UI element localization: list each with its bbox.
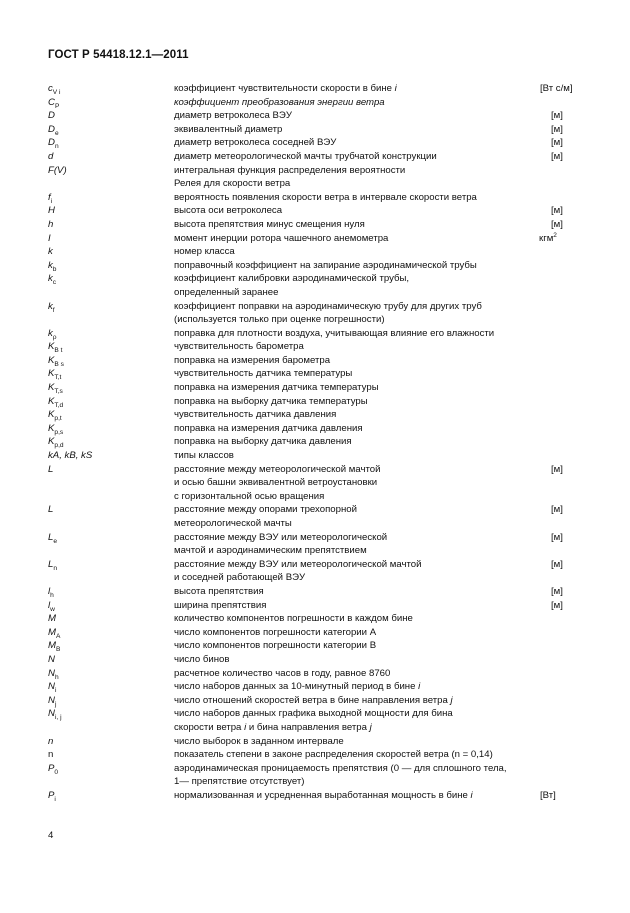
symbol: M	[48, 613, 56, 625]
symbol-row	[0, 327, 630, 341]
symbol-description	[174, 204, 530, 218]
symbol: $K_{T,t}$	[48, 368, 62, 382]
symbol: I	[48, 232, 51, 244]
symbol-description	[174, 762, 530, 789]
symbol: L	[48, 463, 54, 475]
symbol-row	[0, 735, 630, 749]
symbol-description	[174, 463, 530, 504]
symbol-row	[0, 96, 630, 110]
unit: [м]	[551, 150, 563, 162]
description-line: поправка на выборку датчика давления	[174, 436, 352, 448]
description-line: номер класса	[174, 246, 235, 258]
symbol-row	[0, 136, 630, 150]
description-line: расчетное количество часов в году, равное 8760	[174, 667, 391, 679]
description-line: коэффициент калибровки аэродинамической трубы,	[174, 273, 410, 285]
description-line: количество компонентов погрешности в каждом бине	[174, 613, 413, 625]
description-line: Релея для скорости ветра	[174, 178, 291, 190]
symbol: n	[48, 735, 54, 747]
description-line: расстояние между ВЭУ или метеорологической мачтой	[174, 558, 422, 570]
description-line: эквивалентный диаметр	[174, 123, 283, 135]
unit: [м]	[551, 123, 563, 135]
symbol-row	[0, 259, 630, 273]
unit: [м]	[551, 585, 563, 597]
description-line: расстояние между метеорологической мачтой	[174, 463, 381, 475]
symbol: $M_B$	[48, 640, 61, 654]
symbol-description	[174, 164, 530, 191]
unit: [м]	[551, 110, 563, 122]
symbol: $D_e$	[48, 123, 59, 137]
symbol-row	[0, 612, 630, 626]
symbol-row	[0, 245, 630, 259]
symbol: N	[48, 653, 55, 665]
unit: [м]	[551, 463, 563, 475]
description-line: поправка на выборку датчика температуры	[174, 395, 368, 407]
description-line: расстояние между ВЭУ или метеорологической	[174, 531, 388, 543]
symbol: $M_A$	[48, 626, 61, 640]
unit: [м]	[551, 218, 563, 230]
symbol-description	[174, 381, 530, 395]
unit: [м]	[551, 558, 563, 570]
symbol-row	[0, 707, 630, 734]
description-line: 1— препятствие отсутствует)	[174, 776, 305, 788]
symbol: $P_0$	[48, 762, 59, 776]
unit: кгм$^2$	[539, 231, 557, 244]
symbol-row	[0, 667, 630, 681]
symbol: D	[48, 110, 55, 122]
description-line: число выборок в заданном интервале	[174, 735, 344, 747]
symbol-description	[174, 150, 530, 164]
symbol: $c_{V i}$	[48, 83, 61, 96]
symbol-row	[0, 381, 630, 395]
symbol: d	[48, 150, 54, 162]
description-line: ширина препятствия	[174, 599, 267, 611]
description-line: чувствительность датчика давления	[174, 409, 337, 421]
symbol-row	[0, 762, 630, 789]
symbol-row	[0, 694, 630, 708]
description-line: поправка на измерения датчика давления	[174, 422, 363, 434]
symbol-row	[0, 218, 630, 232]
symbol-row	[0, 449, 630, 463]
symbol: $K_{p,d}$	[48, 436, 64, 450]
symbol-description	[174, 612, 530, 626]
symbol-description	[174, 300, 530, 327]
description-line: и осью башни эквивалентной ветроустановки	[174, 477, 378, 489]
unit: [м]	[551, 599, 563, 611]
description-line: и соседней работающей ВЭУ	[174, 572, 306, 584]
symbol: H	[48, 205, 55, 217]
symbol-row	[0, 435, 630, 449]
description-line: поправочный коэффициент на запирание аэродинамической трубы	[174, 259, 477, 271]
symbol: $l_h$	[48, 585, 54, 599]
symbol-row	[0, 300, 630, 327]
description-line: показатель степени в законе распределения скоростей ветра (n = 0,14)	[174, 749, 493, 761]
symbol-description	[174, 639, 530, 653]
description-line: чувствительность датчика температуры	[174, 368, 353, 380]
symbol-description	[174, 435, 530, 449]
description-line: высота оси ветроколеса	[174, 205, 283, 217]
symbol-description	[174, 653, 530, 667]
symbol-row	[0, 395, 630, 409]
document-header: ГОСТ Р 54418.12.1—2011	[48, 49, 189, 61]
description-line: диаметр ветроколеса соседней ВЭУ	[174, 137, 337, 149]
symbol-description	[174, 340, 530, 354]
description-line: коэффициент чувствительности скорости в бине i	[174, 83, 397, 94]
description-line: вероятность появления скорости ветра в интервале скорости ветра	[174, 191, 477, 203]
symbol-row	[0, 340, 630, 354]
symbol-description	[174, 694, 530, 708]
symbol-row	[0, 558, 630, 585]
unit: [м]	[551, 205, 563, 217]
description-line: диаметр ветроколеса ВЭУ	[174, 110, 292, 122]
symbol: $K_{p,s}$	[48, 422, 64, 436]
symbol-description	[174, 531, 530, 558]
symbol-row	[0, 599, 630, 613]
unit: [м]	[551, 137, 563, 149]
description-line: число бинов	[174, 653, 230, 665]
description-line: высота препятствия минус смещения нуля	[174, 218, 365, 230]
symbol-row	[0, 82, 630, 96]
description-line: поправка для плотности воздуха, учитывающая влияние его влажности	[174, 327, 495, 339]
description-line: поправка на измерения датчика температуры	[174, 382, 379, 394]
symbol: $N_h$	[48, 667, 59, 681]
symbol-row	[0, 367, 630, 381]
description-line: определенный заранее	[174, 286, 279, 298]
symbol: $N_{i, j}$	[48, 708, 62, 722]
description-line: (используется только при оценке погрешности)	[174, 314, 385, 326]
symbol: $l_w$	[48, 599, 55, 613]
symbol-row	[0, 109, 630, 123]
description-line: типы классов	[174, 450, 234, 462]
symbol-row	[0, 191, 630, 205]
symbol-row	[0, 748, 630, 762]
symbol-row	[0, 408, 630, 422]
symbol-row	[0, 789, 630, 803]
symbol-description	[174, 748, 530, 762]
symbol-description	[174, 667, 530, 681]
symbol-row	[0, 123, 630, 137]
symbol: $N_i$	[48, 681, 57, 695]
symbol-description	[174, 191, 530, 205]
symbol: $C_P$	[48, 96, 60, 110]
symbol-row	[0, 204, 630, 218]
description-line: число наборов данных графика выходной мощности для бина	[174, 708, 453, 720]
symbol: kA, kB, kS	[48, 450, 93, 462]
symbol-description	[174, 354, 530, 368]
symbol: $L_e$	[48, 531, 58, 545]
symbol-description	[174, 599, 530, 613]
symbol-description	[174, 123, 530, 137]
description-line: расстояние между опорами трехопорной	[174, 504, 357, 516]
unit: [Вт]	[540, 789, 556, 801]
description-line: высота препятствия	[174, 585, 264, 597]
symbol: $k_f$	[48, 300, 55, 314]
symbol-row	[0, 653, 630, 667]
symbol-description	[174, 327, 530, 341]
symbol-description	[174, 503, 530, 530]
unit: [м]	[551, 531, 563, 543]
symbol: k	[48, 246, 53, 258]
symbol: $L_n$	[48, 558, 58, 572]
description-line: интегральная функция распределения вероятности	[174, 164, 406, 176]
unit: [Вт с/м]	[540, 83, 573, 94]
description-line: аэродинамическая проницаемость препятствия (0 — для сплошного тела,	[174, 762, 507, 774]
description-line: метеорологической мачты	[174, 518, 292, 529]
symbol: $k_\rho$	[48, 327, 57, 341]
symbol-description	[174, 626, 530, 640]
symbol: $K_{T,s}$	[48, 382, 63, 395]
symbol-description	[174, 367, 530, 381]
description-line: скорости ветра i и бина направления ветра j	[174, 721, 372, 733]
symbol-row	[0, 422, 630, 436]
symbol-description	[174, 408, 530, 422]
symbol: $P_i$	[48, 789, 56, 803]
symbol: $k_c$	[48, 273, 57, 287]
symbol: $D_n$	[48, 137, 59, 151]
symbol: F(V)	[48, 164, 67, 176]
description-line: диаметр метеорологической мачты трубчатой конструкции	[174, 150, 437, 162]
symbol-description	[174, 558, 530, 585]
symbol-row	[0, 680, 630, 694]
symbol: $K_{B s}$	[48, 354, 64, 368]
description-line: нормализованная и усредненная выработанная мощность в бине i	[174, 789, 473, 801]
symbol-description	[174, 232, 530, 246]
description-line: поправка на измерения барометра	[174, 354, 331, 366]
description-line: чувствительность барометра	[174, 341, 304, 353]
symbol-description	[174, 449, 530, 463]
symbol-row	[0, 164, 630, 191]
symbol: $K_{T,d}$	[48, 395, 64, 409]
symbol-description	[174, 259, 530, 273]
symbol: $k_b$	[48, 259, 57, 273]
symbol-description	[174, 680, 530, 694]
description-line: момент инерции ротора чашечного анемометра	[174, 232, 389, 244]
symbol-description	[174, 735, 530, 749]
symbol-row	[0, 232, 630, 246]
symbol-description	[174, 422, 530, 436]
symbol-description	[174, 245, 530, 259]
symbol-description	[174, 218, 530, 232]
symbol-row	[0, 272, 630, 299]
symbol-description	[174, 109, 530, 123]
symbol-row	[0, 626, 630, 640]
symbol-row	[0, 639, 630, 653]
unit: [м]	[551, 504, 563, 516]
symbol: n	[48, 749, 54, 761]
symbol-row	[0, 585, 630, 599]
description-line: коэффициент преобразования энергии ветра	[174, 96, 385, 108]
symbol-description	[174, 395, 530, 409]
description-line: число отношений скоростей ветра в бине направления ветра j	[174, 694, 453, 706]
symbol-row	[0, 531, 630, 558]
symbol-description	[174, 272, 530, 299]
symbol: $N_j$	[48, 694, 57, 708]
symbol-description	[174, 585, 530, 599]
description-line: с горизонтальной осью вращения	[174, 490, 325, 502]
symbol: L	[48, 504, 54, 516]
description-line: мачтой и аэродинамическим препятствием	[174, 545, 367, 557]
symbol-description	[174, 96, 530, 110]
symbol-row	[0, 463, 630, 504]
symbol: $K_{p,t}$	[48, 409, 62, 423]
symbol: h	[48, 218, 54, 230]
symbols-table	[0, 82, 630, 802]
symbol-row	[0, 354, 630, 368]
description-line: число компонентов погрешности категории А	[174, 626, 377, 638]
symbol-row	[0, 150, 630, 164]
symbol: $K_{B t}$	[48, 341, 63, 355]
page-number: 4	[48, 830, 54, 841]
description-line: число компонентов погрешности категории В	[174, 640, 377, 652]
symbol-description	[174, 82, 530, 96]
symbol-description	[174, 136, 530, 150]
description-line: число наборов данных за 10-минутный период в бине i	[174, 681, 421, 693]
symbol-description	[174, 789, 530, 803]
symbol-description	[174, 707, 530, 734]
description-line: коэффициент поправки на аэродинамическую трубу для других труб	[174, 300, 482, 312]
symbol: $f_i$	[48, 191, 53, 205]
symbol-row	[0, 503, 630, 530]
